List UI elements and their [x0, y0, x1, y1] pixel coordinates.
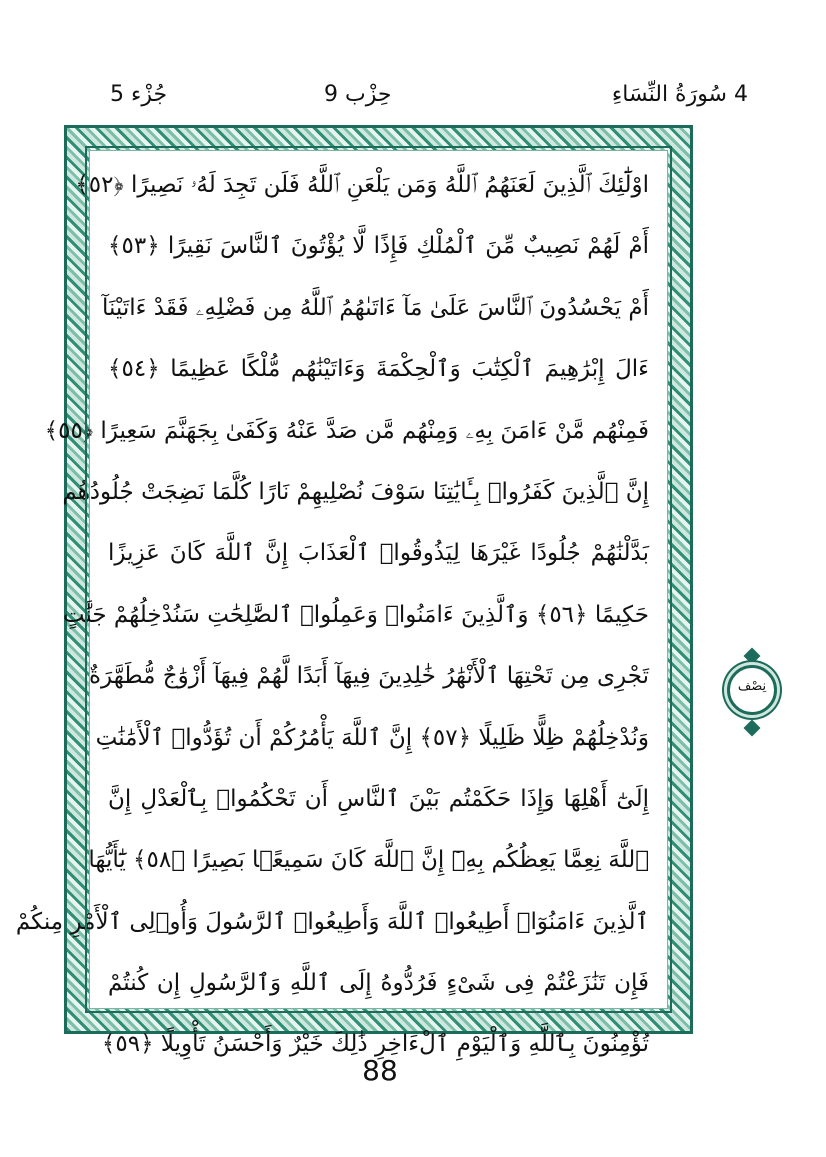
rub-el-hizb-medallion-icon	[722, 650, 782, 740]
text-line: فَإِن تَنَٰزَعْتُمْ فِى شَىْءٍ فَرُدُّوهُ إِلَى ٱللَّهِ وَٱلرَّسُولِ إِن كُنتُمْ	[108, 970, 649, 997]
text-line: أَمْ يَحْسُدُونَ ٱلنَّاسَ عَلَىٰ مَآ ءَاتَىٰهُمُ ٱللَّهُ مِن فَضْلِهِۦ فَقَدْ ءَاتَيْنَآ	[101, 294, 649, 321]
page-header	[70, 82, 756, 118]
text-line: ءَالَ إِبْرَٰهِيمَ ٱلْكِتَٰبَ وَٱلْحِكْمَةَ وَءَاتَيْنَٰهُم مُّلْكًا عَظِيمًا ﴿٥٤﴾	[108, 356, 649, 383]
hizb-marker-label: نِصْف	[737, 679, 767, 694]
text-line: وَنُدْخِلُهُمْ ظِلًّا ظَلِيلًا ﴿٥٧﴾ إِنَّ ٱللَّهَ يَأْمُرُكُمْ أَن تُؤَدُّوا۟ ٱلْأَمَٰنَٰتِ	[95, 724, 649, 751]
juz-indicator: جُزْء 5	[110, 82, 168, 107]
surah-title: 4 سُورَةُ النِّسَاءِ	[611, 82, 748, 107]
text-line: اوْلَٰٓئِكَ ٱلَّذِينَ لَعَنَهُمُ ٱللَّهُ وَمَن يَلْعَنِ ٱللَّهُ فَلَن تَجِدَ لَهُۥ نَصِيرًا ﴿٥٢﴾	[75, 172, 649, 198]
text-line: تَجْرِى مِن تَحْتِهَا ٱلْأَنْهَٰرُ خَٰلِدِينَ فِيهَآ أَبَدًا لَّهُمْ فِيهَآ أَزْوَٰجٌ مُّطَهَّرَةٌ	[88, 663, 649, 690]
text-line: تُؤْمِنُونَ بِٱللَّهِ وَٱلْيَوْمِ ٱلْءَاخِرِ ذَٰلِكَ خَيْرٌ وَأَحْسَنُ تَأْوِيلًا ﴿٥٩﴾	[101, 1031, 649, 1058]
text-line: ٱللَّهَ نِعِمَّا يَعِظُكُم بِهِۦٓ إِنَّ ٱللَّهَ كَانَ سَمِيعًۢا بَصِيرًا ﴿٥٨﴾ يَٰٓأَيُّهَا	[88, 847, 649, 874]
marker-tip-bottom	[744, 720, 761, 737]
text-line: فَمِنْهُم مَّنْ ءَامَنَ بِهِۦ وَمِنْهُم مَّن صَدَّ عَنْهُ وَكَفَىٰ بِجَهَنَّمَ سَعِيرًا ﴿٥٥﴾	[44, 417, 649, 444]
text-line: ٱلَّذِينَ ءَامَنُوٓا۟ أَطِيعُوا۟ ٱللَّهَ وَأَطِيعُوا۟ ٱلرَّسُولَ وَأُو۟لِى ٱلْأَمْرِ مِنكُمْ	[15, 908, 649, 935]
page-number: 88	[362, 1054, 398, 1087]
text-line: إِنَّ ٱلَّذِينَ كَفَرُوا۟ بِـَٔايَٰتِنَا سَوْفَ نُصْلِيهِمْ نَارًا كُلَّمَا نَضِجَتْ جُلُودُهُم	[62, 478, 649, 505]
marker-tip-top	[744, 648, 761, 665]
ornamental-frame	[15, 125, 693, 1058]
text-line: حَكِيمًا ﴿٥٦﴾ وَٱلَّذِينَ ءَامَنُوا۟ وَعَمِلُوا۟ ٱلصَّٰلِحَٰتِ سَنُدْخِلُهُمْ جَنَّٰتٍ	[62, 601, 649, 628]
text-line: بَدَّلْنَٰهُمْ جُلُودًا غَيْرَهَا لِيَذُوقُوا۟ ٱلْعَذَابَ إِنَّ ٱللَّهَ كَانَ عَزِيزًا	[108, 540, 649, 567]
hizb-indicator: حِزْب 9	[324, 82, 392, 107]
quran-text-area	[15, 150, 668, 1058]
text-line: إِلَىٰٓ أَهْلِهَا وَإِذَا حَكَمْتُم بَيْنَ ٱلنَّاسِ أَن تَحْكُمُوا۟ بِٱلْعَدْلِ إِنَّ	[108, 785, 649, 812]
text-line: أَمْ لَهُمْ نَصِيبٌ مِّنَ ٱلْمُلْكِ فَإِذًا لَّا يُؤْتُونَ ٱلنَّاسَ نَقِيرًا ﴿٥٣﴾	[108, 233, 649, 260]
